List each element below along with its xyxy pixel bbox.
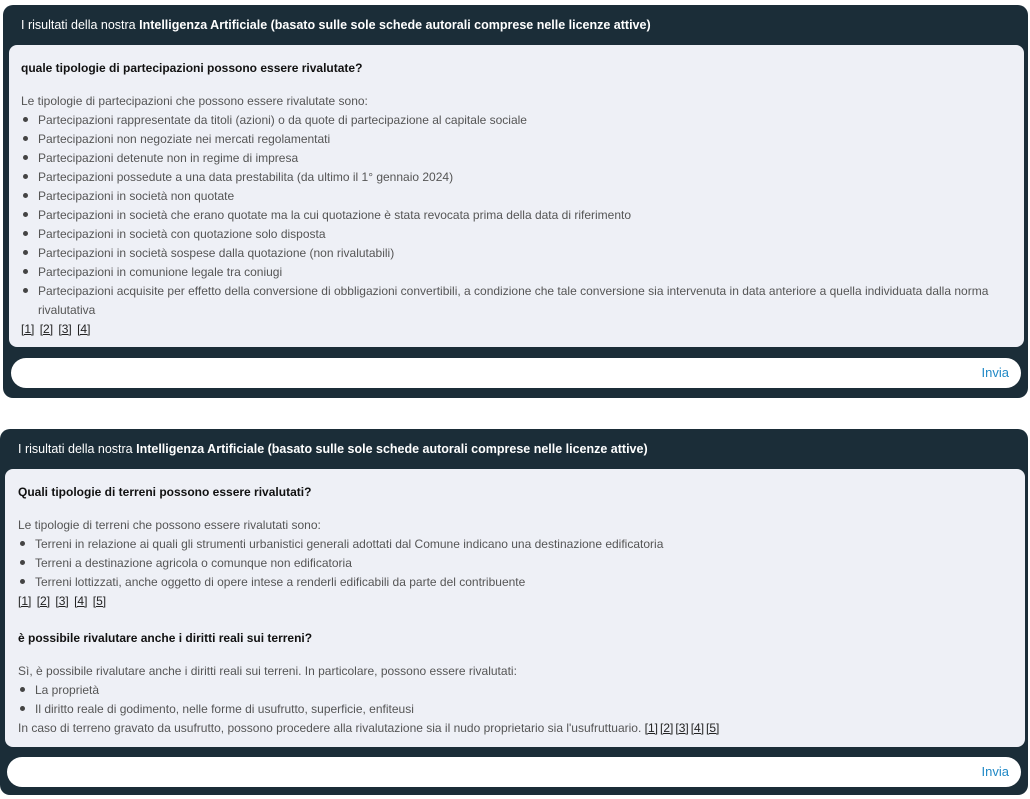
answer-closing (18, 719, 1012, 738)
header-prefix: I risultati della nostra (21, 18, 140, 32)
reference-link-3[interactable]: [3] (675, 721, 689, 735)
list-item: La proprietà (18, 681, 1012, 700)
reference-link-1[interactable]: [1] (21, 322, 35, 336)
answer-intro: Le tipologie di terreni che possono essere rivalutati sono: (18, 518, 321, 532)
question-title: è possibile rivalutare anche i diritti reali sui terreni? (18, 631, 313, 645)
reference-link-4[interactable]: [4] (690, 721, 705, 735)
reference-link-1[interactable]: [1] (644, 721, 659, 735)
question-input-bar (11, 358, 1021, 388)
answer-intro: Le tipologie di partecipazioni che possono essere rivalutate sono: (21, 94, 368, 108)
ai-results-panel-1 (3, 5, 1028, 398)
list-item: Terreni lottizzati, anche oggetto di opere intese a renderli edificabili da parte del contribuente (18, 573, 1012, 592)
list-item: Partecipazioni in società che erano quotate ma la cui quotazione è stata revocata prima della data di riferimento (21, 206, 1012, 225)
section-spacer (18, 611, 1012, 631)
list-item: Partecipazioni rappresentate da titoli (azioni) o da quote di partecipazione al capitale sociale (21, 111, 1012, 130)
answer-list (21, 111, 1012, 320)
list-item: Il diritto reale di godimento, nelle forme di usufrutto, superficie, enfiteusi (18, 700, 1012, 719)
answer-list (18, 681, 1012, 719)
answer-box (9, 45, 1024, 347)
ai-results-panel-2 (0, 429, 1028, 795)
reference-link-4[interactable]: [4] (74, 594, 88, 608)
question-title: quale tipologie di partecipazioni possono essere rivalutate? (21, 61, 363, 75)
send-button[interactable]: Invia (981, 764, 1009, 779)
reference-link-2[interactable]: [2] (36, 594, 51, 608)
reference-link-3[interactable]: [3] (58, 322, 72, 336)
question-input[interactable] (21, 762, 925, 784)
reference-link-2[interactable]: [2] (39, 322, 54, 336)
list-item: Partecipazioni in società non quotate (21, 187, 1012, 206)
list-item: Partecipazioni in società sospese dalla quotazione (non rivalutabili) (21, 244, 1012, 263)
answer-list (18, 535, 1012, 592)
header-bold: Intelligenza Artificiale (basato sulle sole schede autorali comprese nelle licenze attive) (136, 442, 648, 456)
list-item: Partecipazioni in società con quotazione solo disposta (21, 225, 1012, 244)
reference-link-4[interactable]: [4] (77, 322, 91, 336)
reference-link-5[interactable]: [5] (92, 594, 107, 608)
list-item: Partecipazioni in comunione legale tra coniugi (21, 263, 1012, 282)
list-item: Terreni in relazione ai quali gli strumenti urbanistici generali adottati dal Comune indicano una destinazione edificatoria (18, 535, 1012, 554)
question-title: Quali tipologie di terreni possono essere rivalutati? (18, 485, 312, 499)
panel-header (0, 429, 1028, 467)
list-item: Partecipazioni non negoziate nei mercati regolamentati (21, 130, 1012, 149)
reference-links (21, 320, 1012, 339)
reference-link-3[interactable]: [3] (55, 594, 69, 608)
question-input-bar (7, 757, 1021, 787)
reference-link-5[interactable]: [5] (706, 721, 720, 735)
question-input[interactable] (25, 363, 929, 385)
header-bold: Intelligenza Artificiale (basato sulle sole schede autorali comprese nelle licenze attive) (139, 18, 651, 32)
header-prefix: I risultati della nostra (18, 442, 137, 456)
closing-text: In caso di terreno gravato da usufrutto, possono procedere alla rivalutazione sia il nudo proprietario sia l'usufruttuario. (18, 721, 642, 735)
list-item: Partecipazioni detenute non in regime di impresa (21, 149, 1012, 168)
list-item: Partecipazioni possedute a una data prestabilita (da ultimo il 1° gennaio 2024) (21, 168, 1012, 187)
list-item: Terreni a destinazione agricola o comunque non edificatoria (18, 554, 1012, 573)
answer-box (5, 469, 1025, 747)
list-item: Partecipazioni acquisite per effetto della conversione di obbligazioni convertibili, a condizione che tale conversione sia intervenuta in data anteriore a quella individuata dalla norma rivalutativa (21, 282, 1012, 320)
panel-header (3, 5, 1028, 43)
send-button[interactable]: Invia (981, 365, 1009, 380)
answer-intro: Sì, è possibile rivalutare anche i diritti reali sui terreni. In particolare, possono essere rivalutati: (18, 664, 517, 678)
reference-links (18, 592, 1012, 611)
reference-link-2[interactable]: [2] (660, 721, 674, 735)
reference-link-1[interactable]: [1] (18, 594, 32, 608)
